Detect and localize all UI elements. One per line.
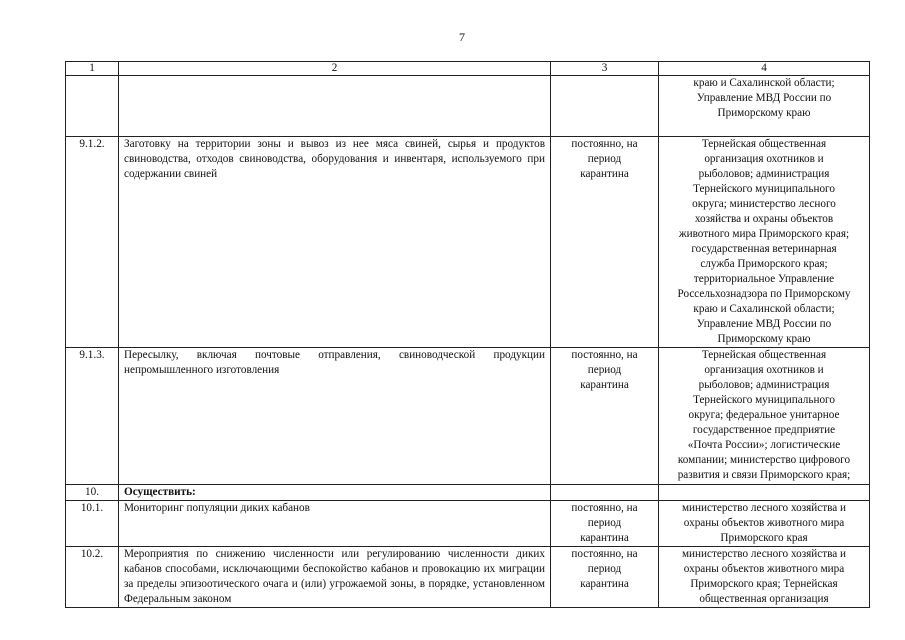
row-period: [551, 137, 659, 348]
row-description: Заготовку на территории зоны и вывоз из нее мяса свиней, сырья и продуктов свиноводства, отходов свиноводства, оборудования и инвентаря, используемого при содержании свиней: [119, 137, 551, 348]
responsible-line: округа; федеральное унитарное: [688, 409, 840, 421]
row-responsible: [659, 485, 870, 501]
row-description: Пересылку, включая почтовые отправления, свиноводческой продукции непромышленного изготовления: [119, 348, 551, 485]
row-number: 10.: [66, 485, 119, 501]
period-line: период: [587, 364, 622, 376]
responsible-line: Приморскому краю: [717, 333, 811, 345]
column-header-4: 4: [659, 62, 870, 76]
table-row: [66, 137, 870, 348]
period-line: постоянно, на: [571, 138, 638, 150]
row-responsible: [659, 137, 870, 348]
table-row: [66, 547, 870, 608]
row-period: [551, 501, 659, 547]
responsible-line: служба Приморского края;: [700, 258, 828, 270]
row-description: Мероприятия по снижению численности или регулированию численности диких кабанов способами, исключающими беспокойство кабанов и провокацию их миграции за пределы эпизоотического очага и (или) угрожаемой зоны, в порядке, установленном Федеральным законом: [119, 547, 551, 608]
page-number: 7: [459, 30, 465, 44]
responsible-line: краю и Сахалинской области;: [693, 303, 835, 315]
responsible-line: министерство лесного хозяйства и: [681, 502, 847, 514]
responsible-line: Управление МВД России по: [696, 92, 832, 104]
period-line: постоянно, на: [571, 548, 638, 560]
table-row: [66, 76, 870, 137]
period-line: период: [587, 563, 622, 575]
responsible-line: территориальное Управление: [693, 273, 835, 285]
column-header-2: 2: [119, 62, 551, 76]
period-line: карантина: [580, 578, 629, 590]
responsible-line: рыболовов; администрация: [698, 379, 830, 391]
row-number: 9.1.3.: [66, 348, 119, 485]
responsible-line: Приморского края: [720, 532, 808, 544]
row-description: [119, 76, 551, 137]
responsible-line: компании; министерство цифрового: [677, 454, 851, 466]
row-period: [551, 76, 659, 137]
table-header-row: [66, 62, 870, 76]
row-period: [551, 348, 659, 485]
period-line: период: [587, 517, 622, 529]
responsible-line: развития и связи Приморского края;: [677, 469, 851, 481]
responsible-line: общественная организация: [699, 593, 829, 605]
responsible-line: Тернейская общественная: [701, 138, 827, 150]
row-description: Мониторинг популяции диких кабанов: [119, 501, 551, 547]
period-line: период: [587, 153, 622, 165]
responsible-line: государственное предприятие: [692, 424, 836, 436]
period-line: постоянно, на: [571, 349, 638, 361]
responsible-line: государственная ветеринарная: [691, 243, 837, 255]
responsible-line: Тернейская общественная: [701, 349, 827, 361]
row-period: [551, 547, 659, 608]
row-number: 10.1.: [66, 501, 119, 547]
responsible-line: краю и Сахалинской области;: [693, 77, 835, 89]
row-responsible: [659, 76, 870, 137]
responsible-line: Приморского края; Тернейская: [690, 578, 838, 590]
responsible-line: животного мира Приморского края;: [678, 228, 850, 240]
responsible-line: рыболовов; администрация: [698, 168, 830, 180]
table-row: [66, 485, 870, 501]
responsible-line: Управление МВД России по: [696, 318, 832, 330]
row-number: 9.1.2.: [66, 137, 119, 348]
responsible-line: министерство лесного хозяйства и: [681, 548, 847, 560]
period-line: постоянно, на: [571, 502, 638, 514]
measures-table: [65, 61, 870, 608]
responsible-line: Россельхознадзора по Приморскому: [677, 288, 851, 300]
responsible-line: Тернейского муниципального: [693, 183, 835, 195]
row-description: Осуществить:: [119, 485, 551, 501]
row-responsible: [659, 547, 870, 608]
responsible-line: охраны объектов животного мира: [683, 563, 845, 575]
period-line: карантина: [580, 532, 629, 544]
column-header-1: 1: [66, 62, 119, 76]
period-line: карантина: [580, 168, 629, 180]
row-number: [66, 76, 119, 137]
responsible-line: Приморскому краю: [717, 107, 811, 119]
row-responsible: [659, 348, 870, 485]
row-number: 10.2.: [66, 547, 119, 608]
responsible-line: хозяйства и охраны объектов: [694, 213, 834, 225]
responsible-line: Тернейского муниципального: [693, 394, 835, 406]
responsible-line: охраны объектов животного мира: [683, 517, 845, 529]
responsible-line: округа; министерство лесного: [692, 198, 836, 210]
responsible-line: «Почта России»; логистические: [687, 439, 841, 451]
responsible-line: организация охотников и: [704, 364, 824, 376]
table-row: [66, 501, 870, 547]
responsible-line: организация охотников и: [704, 153, 824, 165]
column-header-3: 3: [551, 62, 659, 76]
table-row: [66, 348, 870, 485]
row-responsible: [659, 501, 870, 547]
period-line: карантина: [580, 379, 629, 391]
row-period: [551, 485, 659, 501]
